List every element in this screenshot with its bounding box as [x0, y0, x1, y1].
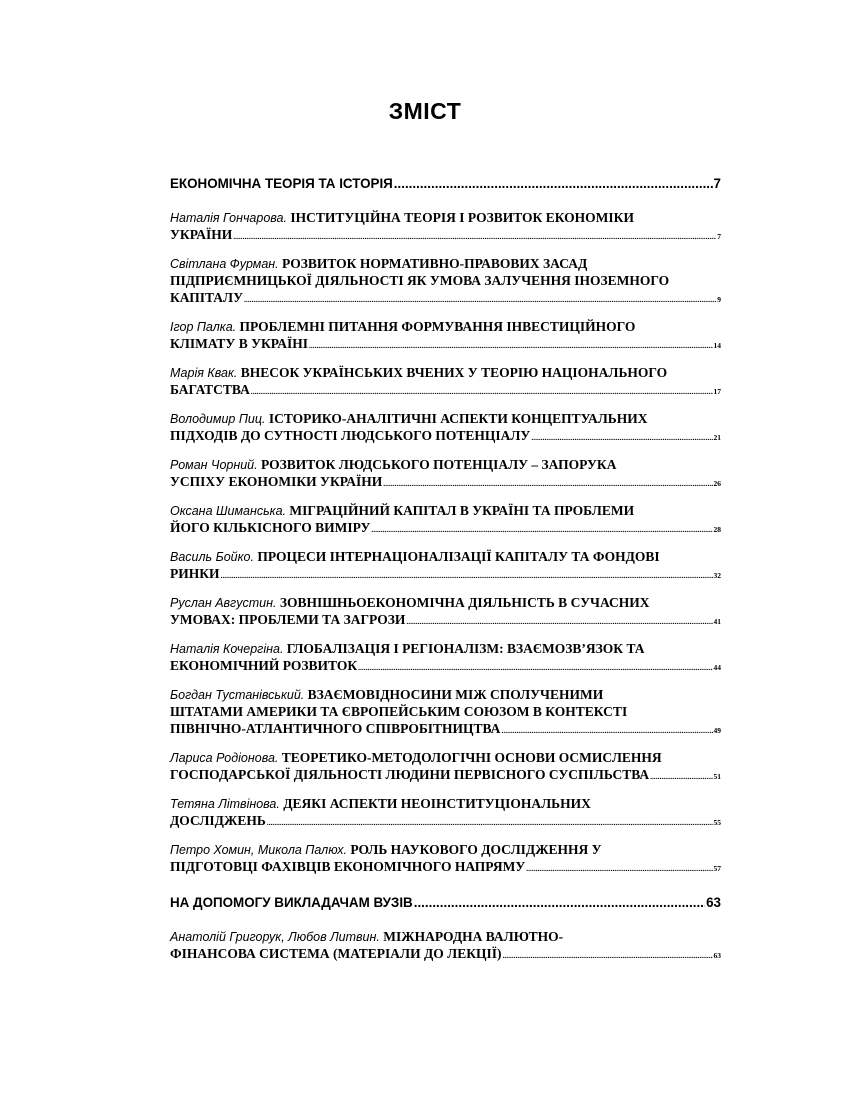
- toc-dot-leader: [406, 613, 712, 630]
- toc-entry[interactable]: [170, 928, 721, 962]
- toc-entry-title: ЕКОНОМІЧНИЙ РОЗВИТОК: [170, 658, 358, 673]
- toc-dot-leader: [251, 383, 713, 400]
- toc-entry-line: [170, 686, 721, 703]
- toc-entry[interactable]: [170, 548, 721, 582]
- toc-entry-title: ГЛОБАЛІЗАЦІЯ І РЕГІОНАЛІЗМ: ВЗАЄМОЗВ’ЯЗОК ТА: [286, 641, 645, 656]
- toc-entry-title: ФІНАНСОВА СИСТЕМА (МАТЕРІАЛИ ДО ЛЕКЦІЇ): [170, 946, 502, 961]
- toc-page-number: 44: [713, 663, 721, 672]
- toc-entry-line: [170, 928, 721, 945]
- toc-entry[interactable]: [170, 456, 721, 490]
- toc-dot-leader: [358, 659, 712, 676]
- toc-entry-title: ГОСПОДАРСЬКОЇ ДІЯЛЬНОСТІ ЛЮДИНИ ПЕРВІСНОГО СУСПІЛЬСТВА: [170, 767, 650, 782]
- toc-entry-line: [170, 720, 721, 737]
- toc-entry-author: Роман Чорний.: [170, 458, 258, 472]
- toc-page-number: 55: [713, 818, 721, 827]
- toc-entry[interactable]: [170, 318, 721, 352]
- toc-entry-line: [170, 519, 721, 536]
- toc-page-number: 49: [713, 726, 721, 735]
- toc-entry-author: Наталія Гончарова.: [170, 211, 287, 225]
- toc-entry[interactable]: [170, 502, 721, 536]
- toc-entry-author: Володимир Пиц.: [170, 412, 266, 426]
- toc-entry[interactable]: [170, 364, 721, 398]
- toc-entry-author: Петро Хомин, Микола Палюх.: [170, 843, 347, 857]
- toc-dot-leader: [309, 337, 712, 354]
- toc-entry-line: [170, 766, 721, 783]
- toc-entry-title: БАГАТСТВА: [170, 382, 250, 397]
- toc-dot-leader: [503, 947, 713, 964]
- toc-entry-line: [170, 318, 721, 335]
- toc-entry-title: ПІДПРИЄМНИЦЬКОЇ ДІЯЛЬНОСТІ ЯК УМОВА ЗАЛУЧЕННЯ ІНОЗЕМНОГО: [170, 273, 670, 288]
- toc-dot-leader: [501, 722, 712, 739]
- toc-entry-title: ВЗАЄМОВІДНОСИНИ МІЖ СПОЛУЧЕНИМИ: [307, 687, 604, 702]
- toc-entry-line: [170, 255, 721, 272]
- toc-entry[interactable]: [170, 841, 721, 875]
- toc-entry-title: ДОСЛІДЖЕНЬ: [170, 813, 266, 828]
- toc-entry-title: ДЕЯКІ АСПЕКТИ НЕОІНСТИТУЦІОНАЛЬНИХ: [283, 796, 591, 811]
- toc-entry-title: УКРАЇНИ: [170, 227, 233, 242]
- toc-entry-title: КЛІМАТУ В УКРАЇНІ: [170, 336, 309, 351]
- toc-entry-title: РОЛЬ НАУКОВОГО ДОСЛІДЖЕННЯ У: [350, 842, 602, 857]
- toc-entry[interactable]: [170, 795, 721, 829]
- toc-entry-line: [170, 795, 721, 812]
- toc-entry[interactable]: [170, 640, 721, 674]
- toc-page-number: 41: [713, 617, 721, 626]
- toc-section-heading[interactable]: [170, 170, 721, 197]
- toc-entry-author: Наталія Кочергіна.: [170, 642, 284, 656]
- toc-entry[interactable]: [170, 749, 721, 783]
- toc-entry-line: [170, 657, 721, 674]
- toc-entry-title: ПІВНІЧНО-АТЛАНТИЧНОГО СПІВРОБІТНИЦТВА: [170, 721, 501, 736]
- toc-entry-line: [170, 749, 721, 766]
- toc-page-number: 7: [717, 232, 721, 241]
- toc-entry-title: ПІДХОДІВ ДО СУТНОСТІ ЛЮДСЬКОГО ПОТЕНЦІАЛУ: [170, 428, 531, 443]
- toc-entry-line: [170, 381, 721, 398]
- toc-entry-author: Світлана Фурман.: [170, 257, 279, 271]
- toc-entry-line: [170, 335, 721, 352]
- toc-page-number: 7: [713, 176, 721, 191]
- toc-entry-title: КАПІТАЛУ: [170, 290, 244, 305]
- toc-entry[interactable]: [170, 410, 721, 444]
- toc-dot-leader: [233, 228, 716, 245]
- toc-page-number: 14: [713, 341, 721, 350]
- toc-entry[interactable]: [170, 255, 721, 306]
- toc-entry-line: [170, 565, 721, 582]
- toc-entry-line: [170, 611, 721, 628]
- toc-dot-leader: [221, 567, 713, 584]
- toc-entry-title: ШТАТАМИ АМЕРИКИ ТА ЄВРОПЕЙСЬКИМ СОЮЗОМ В КОНТЕКСТІ: [170, 704, 628, 719]
- toc-dot-leader: [526, 860, 712, 877]
- toc-entry-line: [170, 364, 721, 381]
- toc-entry-author: Оксана Шиманська.: [170, 504, 286, 518]
- toc-entry-title: ПРОЦЕСИ ІНТЕРНАЦІОНАЛІЗАЦІЇ КАПІТАЛУ ТА ФОНДОВІ: [257, 549, 660, 564]
- toc-entry-title: ІНСТИТУЦІЙНА ТЕОРІЯ І РОЗВИТОК ЕКОНОМІКИ: [290, 210, 634, 225]
- toc-entry-line: [170, 841, 721, 858]
- toc-entry-line: [170, 640, 721, 657]
- toc-section-title: НА ДОПОМОГУ ВИКЛАДАЧАМ ВУЗІВ: [170, 895, 413, 910]
- toc-section-heading[interactable]: [170, 889, 721, 916]
- toc-dot-leader: [414, 889, 705, 916]
- toc-entry-line: [170, 456, 721, 473]
- toc-page-number: 21: [713, 433, 721, 442]
- toc-section-title: ЕКОНОМІЧНА ТЕОРІЯ ТА ІСТОРІЯ: [170, 176, 393, 191]
- toc-page-number: 63: [713, 951, 721, 960]
- toc-dot-leader: [371, 521, 712, 538]
- toc-entry-author: Тетяна Літвінова.: [170, 797, 280, 811]
- toc-dot-leader: [383, 475, 712, 492]
- toc-entry-line: [170, 594, 721, 611]
- toc-dot-leader: [394, 170, 713, 197]
- page-title: ЗМІСТ: [388, 98, 462, 124]
- toc-entry-author: Богдан Тустанівський.: [170, 688, 305, 702]
- toc-entry-title: ТЕОРЕТИКО-МЕТОДОЛОГІЧНІ ОСНОВИ ОСМИСЛЕННЯ: [281, 750, 662, 765]
- toc-entry-title: ІСТОРИКО-АНАЛІТИЧНІ АСПЕКТИ КОНЦЕПТУАЛЬНИХ: [268, 411, 648, 426]
- toc-page-number: 17: [713, 387, 721, 396]
- toc-entry[interactable]: [170, 209, 721, 243]
- toc-entry-line: [170, 226, 721, 243]
- toc-entry-title: РИНКИ: [170, 566, 220, 581]
- toc-entry-title: РОЗВИТОК НОРМАТИВНО-ПРАВОВИХ ЗАСАД: [282, 256, 588, 271]
- toc-page-number: 26: [713, 479, 721, 488]
- toc-entry-author: Василь Бойко.: [170, 550, 254, 564]
- toc-entry-author: Руслан Августин.: [170, 596, 277, 610]
- toc-entry-line: [170, 272, 721, 289]
- toc-dot-leader: [650, 768, 712, 785]
- toc-page-number: 9: [717, 295, 721, 304]
- toc-entry-title: УСПІХУ ЕКОНОМІКИ УКРАЇНИ: [170, 474, 383, 489]
- toc-entry-author: Ігор Палка.: [170, 320, 237, 334]
- toc-entry-title: МІЖНАРОДНА ВАЛЮТНО-: [383, 929, 564, 944]
- toc-page-number: 63: [706, 895, 721, 910]
- toc-dot-leader: [267, 814, 713, 831]
- toc-entry[interactable]: [170, 594, 721, 628]
- toc-entry-author: Анатолій Григорук, Любов Литвин.: [170, 930, 380, 944]
- toc-entry-line: [170, 502, 721, 519]
- toc-page-number: 51: [713, 772, 721, 781]
- toc-page-number: 32: [713, 571, 721, 580]
- toc-entry-title: ВНЕСОК УКРАЇНСЬКИХ ВЧЕНИХ У ТЕОРІЮ НАЦІОНАЛЬНОГО: [240, 365, 668, 380]
- toc-entry-line: [170, 858, 721, 875]
- toc-entry-title: ЗОВНІШНЬОЕКОНОМІЧНА ДІЯЛЬНІСТЬ В СУЧАСНИХ: [279, 595, 650, 610]
- toc-entry-title: УМОВАХ: ПРОБЛЕМИ ТА ЗАГРОЗИ: [170, 612, 406, 627]
- toc-entry-line: [170, 473, 721, 490]
- toc-dot-leader: [531, 429, 712, 446]
- toc-entry-line: [170, 945, 721, 962]
- toc-entry-line: [170, 410, 721, 427]
- toc-entry[interactable]: [170, 686, 721, 737]
- toc-entry-line: [170, 703, 721, 720]
- toc-entry-line: [170, 209, 721, 226]
- toc-entry-title: ПІДГОТОВЦІ ФАХІВЦІВ ЕКОНОМІЧНОГО НАПРЯМУ: [170, 859, 526, 874]
- toc-entry-title: РОЗВИТОК ЛЮДСЬКОГО ПОТЕНЦІАЛУ – ЗАПОРУКА: [260, 457, 617, 472]
- table-of-contents: [170, 170, 721, 970]
- toc-page-number: 28: [713, 525, 721, 534]
- toc-entry-title: ПРОБЛЕМНІ ПИТАННЯ ФОРМУВАННЯ ІНВЕСТИЦІЙНОГО: [239, 319, 636, 334]
- toc-entry-author: Лариса Родіонова.: [170, 751, 279, 765]
- toc-entry-author: Марія Квак.: [170, 366, 238, 380]
- toc-dot-leader: [244, 291, 716, 308]
- toc-page-number: 57: [713, 864, 721, 873]
- toc-entry-title: ЙОГО КІЛЬКІСНОГО ВИМІРУ: [170, 520, 371, 535]
- toc-entry-line: [170, 812, 721, 829]
- toc-entry-title: МІГРАЦІЙНИЙ КАПІТАЛ В УКРАЇНІ ТА ПРОБЛЕМИ: [289, 503, 635, 518]
- toc-entry-line: [170, 289, 721, 306]
- toc-entry-line: [170, 548, 721, 565]
- toc-entry-line: [170, 427, 721, 444]
